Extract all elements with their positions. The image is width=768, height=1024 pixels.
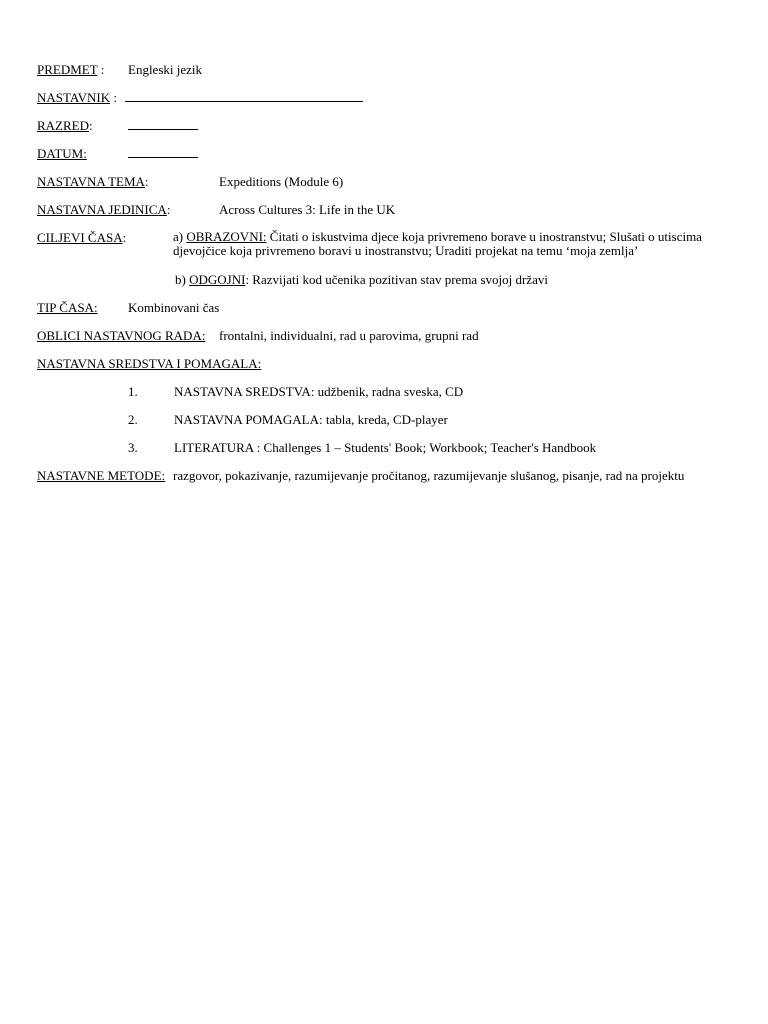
oblici-value: frontalni, individualni, rad u parovima, grupni rad bbox=[219, 328, 479, 343]
jedinica-colon: : bbox=[166, 202, 171, 217]
razred-label: RAZRED bbox=[37, 118, 89, 133]
oblici-label: OBLICI NASTAVNOG RADA: bbox=[37, 328, 206, 343]
nastavnik-blank bbox=[125, 90, 363, 105]
predmet-colon: : bbox=[97, 62, 105, 77]
odgojni-label: ODGOJNI bbox=[189, 272, 246, 287]
list-item-text: NASTAVNA SREDSTVA: udžbenik, radna sveska, CD bbox=[174, 384, 464, 399]
list-item-number: 1. bbox=[128, 384, 138, 399]
obrazovni-prefix: a) bbox=[173, 229, 187, 244]
metode-value: razgovor, pokazivanje, razumijevanje pročitanog, razumijevanje slušanog, pisanje, rad na projektu bbox=[173, 468, 685, 483]
obrazovni-text: Čitati o iskustvima djece koja privremeno borave u inostranstvu; Slušati o utiscima djevojčice koja privremeno boravi u inostranstvu; Uraditi projekat na temu ‘moja zemlja’ bbox=[173, 229, 702, 258]
list-item-text: LITERATURA : Challenges 1 – Students' Book; Workbook; Teacher's Handbook bbox=[174, 440, 597, 455]
obrazovni-label: OBRAZOVNI: bbox=[186, 229, 267, 244]
jedinica-value: Across Cultures 3: Life in the UK bbox=[219, 202, 396, 217]
ciljevi-obrazovni bbox=[173, 230, 713, 258]
datum-label: DATUM: bbox=[37, 146, 87, 161]
list-item-text: NASTAVNA POMAGALA: tabla, kreda, CD-player bbox=[174, 412, 448, 427]
razred-colon: : bbox=[89, 118, 93, 133]
predmet-label: PREDMET bbox=[37, 62, 98, 77]
razred-blank bbox=[128, 118, 198, 133]
tema-label: NASTAVNA TEMA bbox=[37, 174, 145, 189]
ciljevi-colon: : bbox=[122, 230, 127, 245]
odgojni-text: : Razvijati kod učenika pozitivan stav prema svojoj državi bbox=[245, 272, 548, 287]
tema-colon: : bbox=[144, 174, 149, 189]
list-item-number: 2. bbox=[128, 412, 138, 427]
datum-blank bbox=[128, 146, 198, 161]
list-item-number: 3. bbox=[128, 440, 138, 455]
sredstva-label: NASTAVNA SREDSTVA I POMAGALA: bbox=[37, 356, 262, 371]
nastavnik-label: NASTAVNIK bbox=[37, 90, 111, 105]
tip-value: Kombinovani čas bbox=[128, 300, 220, 315]
ciljevi-odgojni bbox=[175, 272, 548, 287]
tip-label: TIP ČASA: bbox=[37, 300, 98, 315]
metode-label: NASTAVNE METODE: bbox=[37, 468, 166, 483]
ciljevi-label: CILJEVI ČASA bbox=[37, 230, 123, 245]
odgojni-prefix: b) bbox=[175, 272, 190, 287]
jedinica-label: NASTAVNA JEDINICA bbox=[37, 202, 167, 217]
tema-value: Expeditions (Module 6) bbox=[219, 174, 344, 189]
predmet-value: Engleski jezik bbox=[128, 62, 203, 77]
nastavnik-colon: : bbox=[110, 90, 117, 105]
